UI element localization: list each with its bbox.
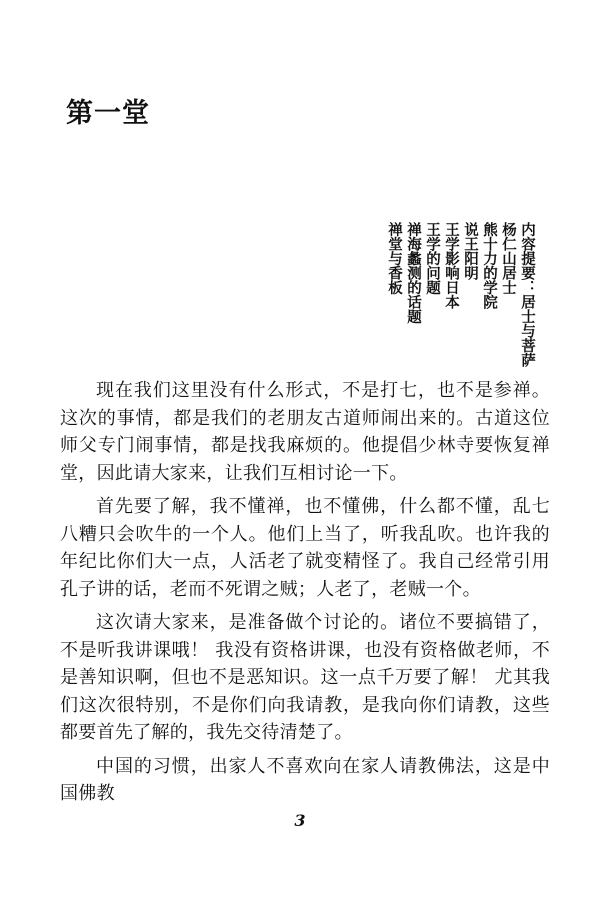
content-summary	[385, 222, 537, 367]
summary-item: 禅堂与香板	[386, 222, 403, 295]
summary-item: 说王阳明	[462, 222, 479, 280]
paragraph: 现在我们这里没有什么形式，不是打七，也不是参禅。这次的事情，都是我们的老朋友古道师闹出来的。古道这位师父专门闹事情，都是找我麻烦的。他提倡少林寺要恢复禅堂，因此请大家来，让我们互相讨论一下。	[60, 380, 550, 484]
summary-item: 熊十力的学院	[481, 222, 498, 309]
paragraph: 这次请大家来，是准备做个讨论的。诸位不要搞错了，不是听我讲课哦！ 我没有资格讲课，也没有资格做老师，不是善知识啊，但也不是恶知识。这一点千万要了解！ 尤其我们这次很特别，不是你们向我请教，是我向你们请教，这些都要首先了解的，我先交待清楚了。	[60, 612, 550, 743]
summary-heading: 内容提要：居士与菩萨	[519, 222, 536, 367]
chapter-title: 第一堂	[66, 98, 150, 129]
paragraph: 中国的习惯，出家人不喜欢向在家人请教佛法，这是中国佛教	[60, 755, 550, 804]
summary-item: 杨仁山居士	[500, 222, 517, 295]
page-number: 3	[294, 811, 306, 830]
summary-item: 禅海蠡测的话题	[405, 222, 422, 324]
paragraph: 首先要了解，我不懂禅，也不懂佛，什么都不懂，乱七八糟只会吹牛的一个人。他们上当了，听我乱吹。也许我的年纪比你们大一点，人活老了就变精怪了。我自己经常引用孔子讲的话，老而不死谓之贼；人老了，老贼一个。	[60, 496, 550, 600]
summary-item: 王学影响日本	[443, 222, 460, 309]
summary-item: 王学的问题	[424, 222, 441, 295]
body-text	[60, 377, 550, 814]
